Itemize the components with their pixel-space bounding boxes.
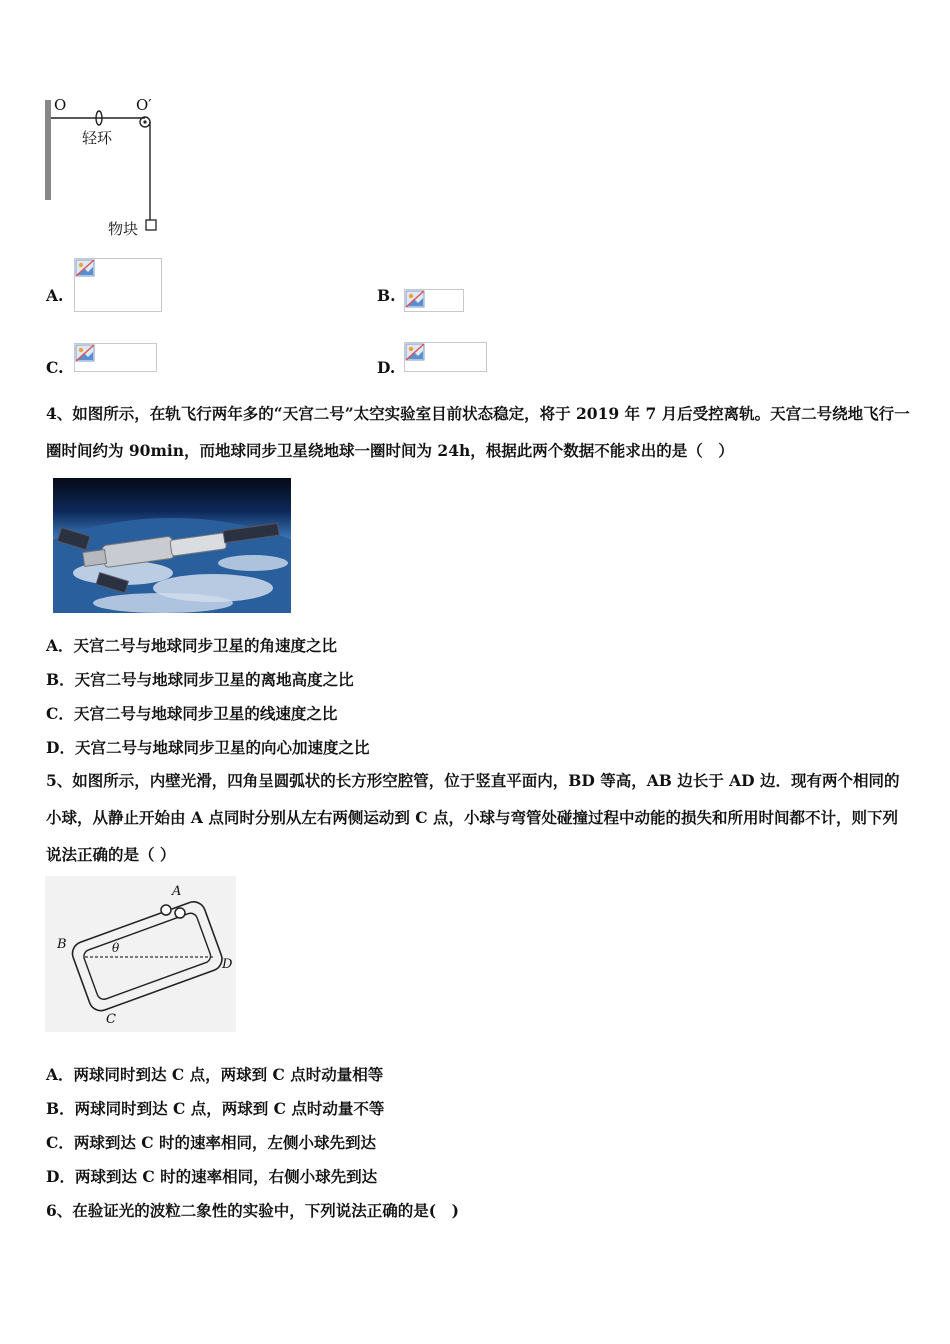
q3-option-c-label: C.	[46, 358, 64, 377]
q5-option-b: B．两球同时到达 C 点，两球到 C 点时动量不等	[46, 1099, 385, 1118]
fig-label-D: D	[222, 957, 233, 972]
fig-label-B: B	[57, 937, 67, 952]
q5-option-a: A．两球同时到达 C 点，两球到 C 点时动量相等	[46, 1065, 384, 1084]
space-station-photo	[53, 478, 291, 613]
q5-stem: 5、如图所示，内壁光滑，四角呈圆弧状的长方形空腔管，位于竖直平面内，BD 等高，AB 边长于 AD 边．现有两个相同的小球，从静止开始由 A 点同时分别从左右两侧运动到 C 点，小球与弯管处碰撞过程中动能的损失和所用时间都不计，则下列说法正确的是（ ）	[46, 771, 900, 864]
q5-option-c: C．两球到达 C 时的速率相同，左侧小球先到达	[46, 1133, 376, 1152]
q3-option-b-image	[404, 289, 464, 312]
q3-option-d-label: D.	[377, 358, 396, 377]
q3-option-a-label: A.	[46, 286, 64, 305]
label-light-ring: 轻环	[82, 129, 113, 147]
q3-option-b-label: B.	[377, 286, 396, 305]
broken-image-icon	[405, 343, 425, 361]
q4-option-c: C．天宫二号与地球同步卫星的线速度之比	[46, 704, 338, 723]
fig-label-theta: θ	[112, 941, 120, 955]
q3-option-c-image	[74, 343, 157, 372]
q4-option-b: B．天宫二号与地球同步卫星的离地高度之比	[46, 670, 354, 689]
fig-label-C: C	[106, 1012, 116, 1027]
label-block: 物块	[108, 220, 139, 238]
broken-image-icon	[405, 290, 425, 308]
q3-option-a-image	[74, 258, 162, 312]
q5-option-d: D．两球到达 C 时的速率相同，右侧小球先到达	[46, 1167, 378, 1186]
q6-stem: 6、在验证光的波粒二象性的实验中，下列说法正确的是( )	[46, 1201, 459, 1220]
label-O: O	[54, 96, 67, 114]
q3-option-d-image	[404, 342, 487, 372]
label-O-prime: O′	[136, 96, 152, 114]
pulley-figure	[40, 92, 170, 242]
q4-option-a: A．天宫二号与地球同步卫星的角速度之比	[46, 636, 338, 655]
broken-image-icon	[75, 259, 95, 277]
q4-stem: 4、如图所示，在轨飞行两年多的“天宫二号”太空实验室目前状态稳定，将于 2019 年 7 月后受控离轨。天宫二号绕地飞行一圈时间约为 90min，而地球同步卫星绕地球一圈时间为 24h，根据此两个数据不能求出的是（ ）	[46, 404, 910, 460]
q4-option-d: D．天宫二号与地球同步卫星的向心加速度之比	[46, 738, 370, 757]
broken-image-icon	[75, 344, 95, 362]
rectangular-tube-figure	[45, 876, 236, 1032]
fig-label-A: A	[172, 884, 182, 899]
